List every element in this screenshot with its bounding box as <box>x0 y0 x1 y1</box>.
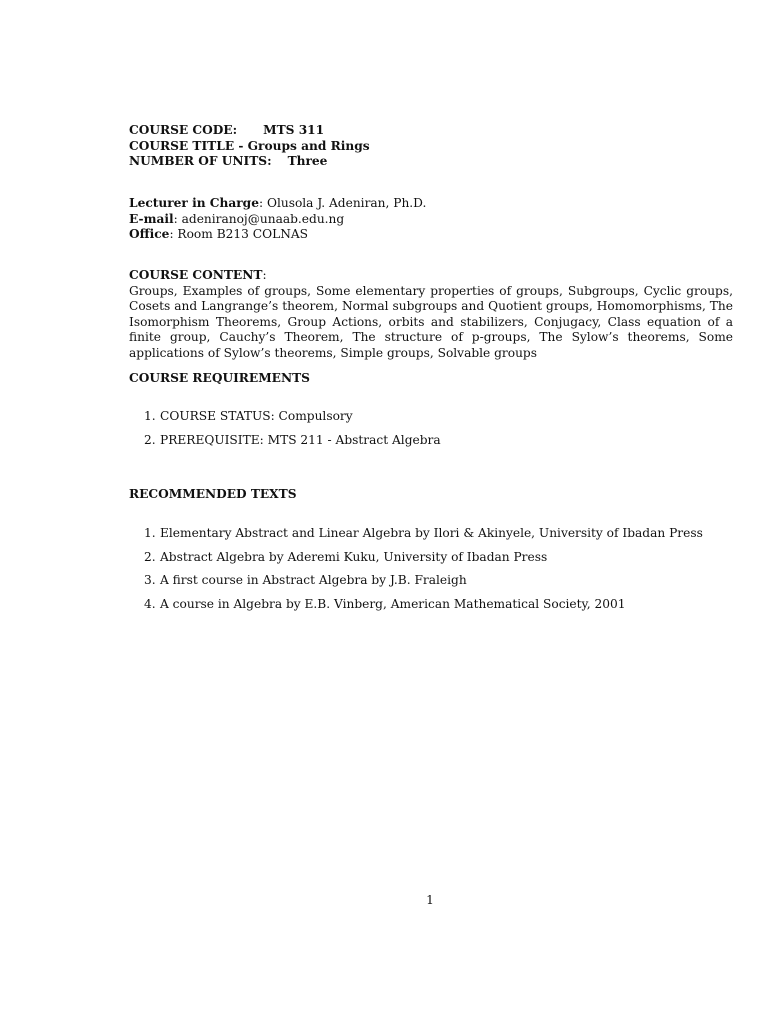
requirements-list <box>129 409 733 448</box>
lecturer-label: Lecturer in Charge <box>129 196 259 210</box>
office-row <box>129 227 733 243</box>
units-row <box>129 154 733 170</box>
contact-block <box>129 196 733 243</box>
list-item: 3. A first course in Abstract Algebra by J.B. Fraleigh <box>144 573 467 588</box>
course-code-label: COURSE CODE: <box>129 123 238 137</box>
recommended-texts-list <box>129 526 733 612</box>
course-content-heading-row <box>129 268 733 284</box>
email-value: : adeniranoj@unaab.edu.ng <box>173 211 345 226</box>
email-label: E-mail <box>129 211 174 226</box>
units-value: Three <box>287 154 328 169</box>
list-item: 1. Elementary Abstract and Linear Algebra by Ilori & Akinyele, University of Ibadan Press <box>144 526 703 540</box>
office-value: : Room B213 COLNAS <box>169 227 309 242</box>
requirements-heading: COURSE REQUIREMENTS <box>129 371 310 385</box>
lecturer-value: : Olusola J. Adeniran, Ph.D. <box>258 196 427 210</box>
list-item: 2. Abstract Algebra by Aderemi Kuku, University of Ibadan Press <box>144 549 548 564</box>
units-label: NUMBER OF UNITS: <box>129 154 272 169</box>
course-title-row: COURSE TITLE - Groups and Rings <box>129 138 370 153</box>
course-content-text: Groups, Examples of groups, Some elementary properties of groups, Subgroups, Cyclic groups, Cosets and Langrange’s theorem, Normal subgroups and Quotient groups, Homomorphisms, The Isomorphism Theorems, Group Actions, orbits and stabilizers, Conjugacy, Class equation of a finite group, Cauchy’s Theorem, The structure of p-groups, The Sylow’s theorems, Some applications of Sylow’s theorems, Simple groups, Solvable groups <box>129 283 733 360</box>
recommended-texts-heading: RECOMMENDED TEXTS <box>129 487 297 501</box>
email-row <box>129 212 733 228</box>
course-code-row <box>129 123 733 139</box>
page-number: 1 <box>426 893 434 907</box>
list-item: 1. COURSE STATUS: Compulsory <box>144 409 353 423</box>
office-label: Office <box>129 227 170 242</box>
course-content-heading: COURSE CONTENT <box>129 268 263 282</box>
list-item: 2. PREREQUISITE: MTS 211 - Abstract Algebra <box>144 432 441 447</box>
course-code-value: MTS 311 <box>263 123 325 137</box>
course-content-heading-colon: : <box>262 268 267 282</box>
course-content-section <box>129 268 733 362</box>
lecturer-row <box>129 196 733 212</box>
course-header <box>129 123 733 170</box>
list-item: 4. A course in Algebra by E.B. Vinberg, American Mathematical Society, 2001 <box>144 596 626 611</box>
